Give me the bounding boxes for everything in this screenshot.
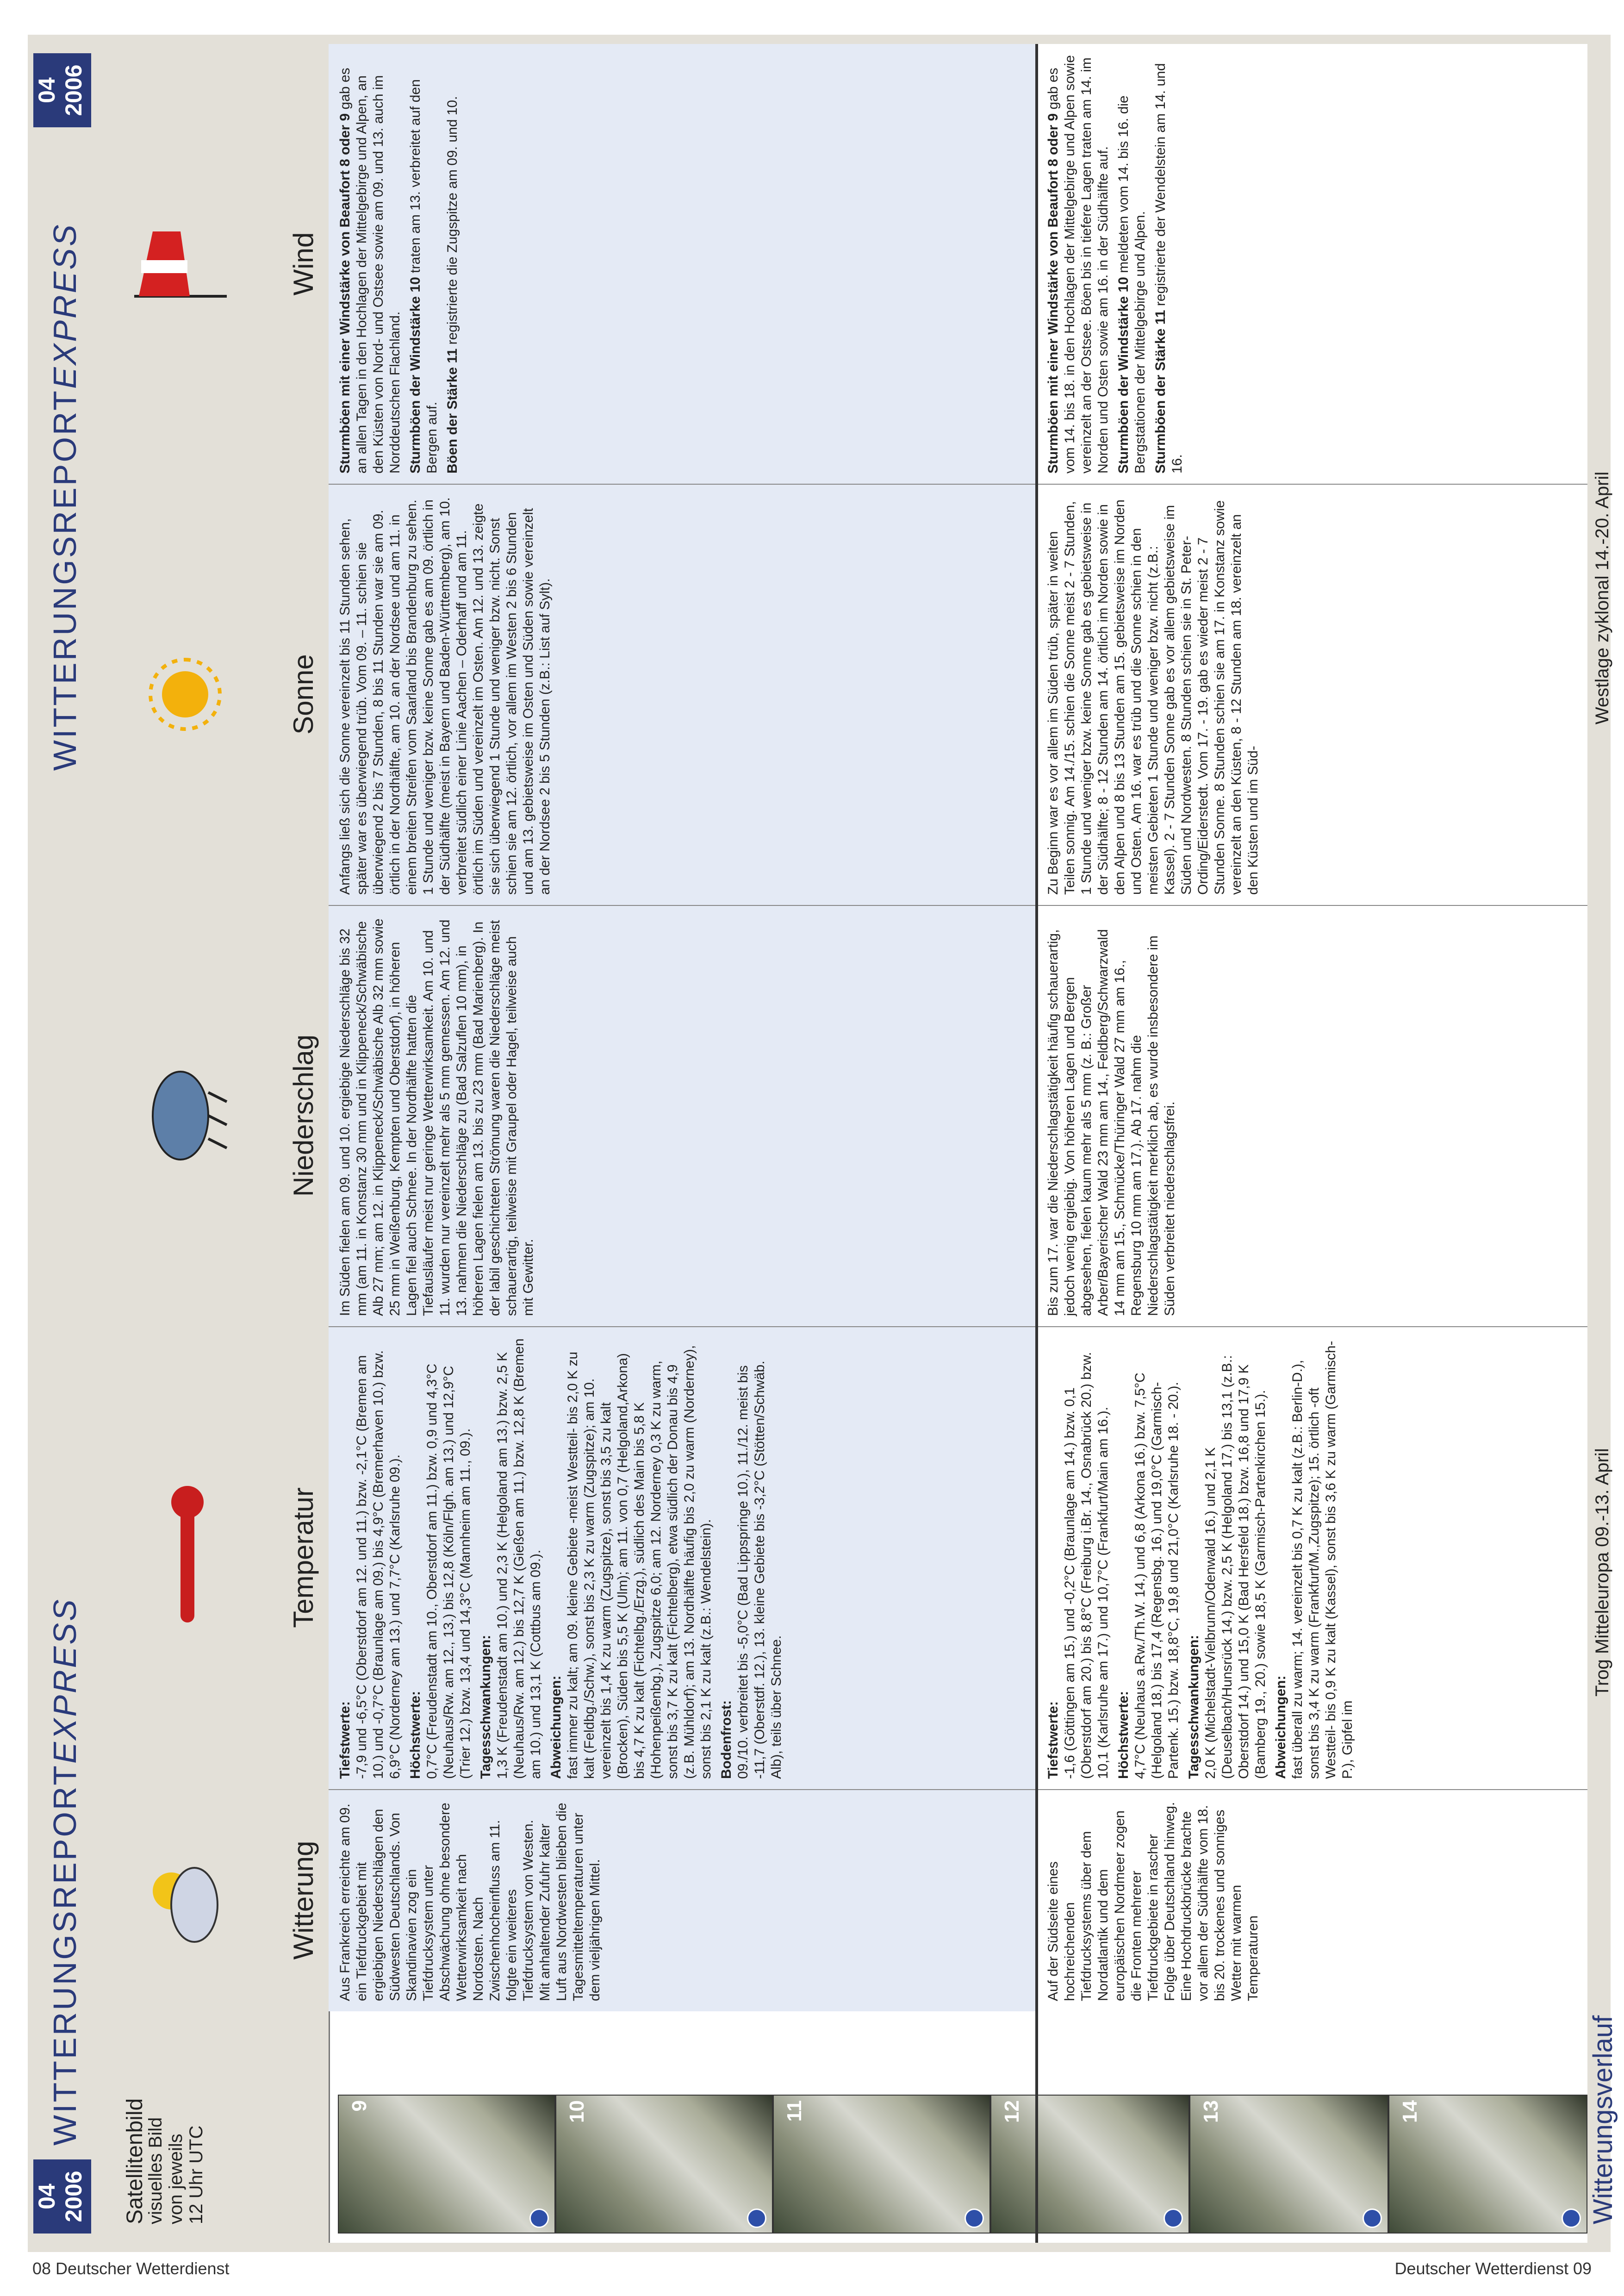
header-temperatur — [97, 1325, 330, 1789]
p1-wind3: registrierte die Zugspitze am 09. und 10. — [445, 96, 460, 345]
page — [28, 35, 1618, 2252]
dwd-logo-icon — [1562, 2209, 1581, 2228]
header-witterung-label: Witterung — [288, 1841, 319, 1960]
p1-temperatur — [329, 1326, 1037, 1789]
p2-wind2-bold: Sturmböen der Windstärke 10 — [1116, 277, 1131, 474]
dwd-logo-icon — [964, 2209, 984, 2228]
sat-title: Satellitenbild — [123, 2098, 147, 2224]
issue-badge-right — [33, 53, 91, 127]
p1-hoch: 0,7°C (Freudenstadt am 10., Oberstdorf am 11.) bzw. 0,9 und 4,3°C (Neuhaus/Rw. am 12., 13.) bis 12,8 (Köln/Flgh. am 13.) und 12,9°C (Trier 12.) bzw. 13,4 und 14,3°C (Mannheim am 11., 09.). — [424, 1363, 473, 1779]
title-bar — [28, 35, 97, 2252]
header-satellite — [97, 2010, 330, 2243]
p1-wind2: traten am 13. verbreitet auf den Bergen auf. — [408, 79, 440, 474]
p2-hoch-heading: Höchstwerte: — [1116, 1691, 1131, 1779]
header-niederschlag — [97, 904, 330, 1326]
dwd-logo-icon — [747, 2209, 766, 2228]
sat-day: 9 — [348, 2100, 371, 2112]
p2-wind1: gab es vom 14. bis 18. in den Hochlagen der Mittelgebirge und Alpen sowie vereinzelt an der Ostsee. Böen bis in tiefere Lagen traten am 14. im Norden und Osten sowie am 16. in der Südhälfte auf. — [1045, 55, 1111, 474]
dwd-logo-icon — [529, 2209, 549, 2228]
satellite-image — [555, 2095, 773, 2234]
cloud-sun-icon — [139, 1854, 231, 1947]
p2-abw-heading: Abweichungen: — [1273, 1675, 1288, 1779]
issue-number-right: 04 — [34, 77, 60, 103]
satellite-image — [990, 2095, 1189, 2234]
sat-day: 11 — [783, 2100, 806, 2122]
p1-abw: fast immer zu kalt; am 09. kleine Gebiete -meist Westteil- bis 2,0 K zu kalt (Feldbg./Schw.), sonst bis 2,3 K zu warm (Zugspitze); am 10. vereinzelt bis 1,4 K zu warm (Zugspitze), sonst bis 3,5 zu kalt (Brocken), Süden bis 5,5 K (Ulm); am 11. von 0,7 (Helgoland,Arkona) bis 4,7 K zu kalt (Fichtelbg./Erzg.), südlich des Main bis 5,8 K (Hohenpeißenbg.), Zugspitze 6,0; am 12. Norderney 0,3 K zu warm, sonst bis 3,7 K zu kalt (Fichtelberg), etwa südlich der Donau bis 4,9 (z.B. Mühldorf); am 13. Nordhälfte häufig bis 2,0 zu warm (Norderney), sonst bis 2,1 K zu kalt (z.B.: Wendelstein). — [565, 1345, 714, 1779]
thermometer-icon — [162, 1484, 218, 1632]
header-temperatur-label: Temperatur — [288, 1487, 319, 1628]
p1-abw-heading: Abweichungen: — [548, 1675, 564, 1779]
sat-day: 14 — [1399, 2100, 1421, 2123]
weather-table — [97, 44, 1587, 2243]
p2-wind1-bold: Sturmböen mit einer Windstärke von Beaufort 8 oder 9 — [1045, 113, 1061, 474]
p2-temperatur — [1037, 1326, 1587, 1789]
sun-icon — [139, 648, 231, 741]
dwd-logo-icon — [1164, 2209, 1183, 2228]
issue-year: 2006 — [61, 2171, 87, 2222]
p2-abw: fast überall zu warm; 14. vereinzelt bis 0,7 K zu kalt (z.B.: Berlin-D.), sonst bis 3,4 K zu warm (Frankfurt/M.,Zugspitze); 15. örtlich -oft Westteil- bis 0,9 K zu kalt (Kassel), sonst bis 3,6 K zu warm (Garmisch-P.), Gipfel im — [1290, 1341, 1355, 1779]
header-sonne-label: Sonne — [288, 654, 319, 735]
header-niederschlag-label: Niederschlag — [288, 1034, 319, 1197]
p1-tief-heading: Tiefstwerte: — [337, 1701, 353, 1779]
windsock-icon — [130, 218, 231, 310]
p1-wind — [329, 44, 1037, 484]
p1-wind1-bold: Sturmböen mit einer Windstärke von Beaufort 8 oder 9 — [337, 113, 353, 474]
satellite-image — [1388, 2095, 1587, 2234]
p1-tief: -7,9 und -6,5°C (Oberstdorf am 12. und 11.) bzw. -2,1°C (Bremen am 10.) und -0,7°C (Braunlage am 09.) bis 4,9°C (Bremerhaven 10.) bzw. 6,9°C (Norderney am 13.) und 7,7°C (Karlsruhe 09.). — [354, 1350, 403, 1779]
p1-schw: 1,3 K (Freudenstadt am 10.) und 2,3 K (Helgoland am 13.) bzw. 2,5 K (Neuhaus/Rw. am 12.) bis 12,7 K (Gießen am 11.) bzw. 12,8 K (Bremen am 10.) und 13,1 K (Cottbus am 09.). — [495, 1338, 543, 1779]
p1-hoch-heading: Höchstwerte: — [408, 1691, 423, 1779]
p2-sonne-text: Zu Beginn war es vor allem im Süden trüb, später in weiten Teilen sonnig. Am 14./15. schien die Sonne meist 2 - 7 Stunden, 1 Stunde und weniger bzw. keine Sonne gab es gebietsweise in der Südhälfte; 8 - 12 Stunden am 14. örtlich im Norden sowie in den Alpen und 8 bis 13 Stunden am 15. gebietsweise im Norden und Osten. Am 16. war es trüb und die Sonne schien in den meisten Gebieten 1 Stunde und weniger bzw. nicht (z.B.: Kassel). 2 - 7 Stunden Sonne gab es vor allem gebietsweise im Süden und Nordwesten. 8 Stunden schien sie in St. Peter-Ording/Eiderstedt. Vom 17. - 19. gab es wieder meist 2 - 7 Stunden Sonne. 8 Stunden schien sie am 17. in Konstanz sowie vereinzelt an den Küsten, 8 - 12 Stunden am 18. vereinzelt an den Küsten und im Süd- — [1037, 484, 1587, 905]
report-title-normal: WITTERUNGSREPORT — [47, 1764, 83, 2146]
report-title-normal-right: WITTERUNGSREPORT — [47, 389, 83, 771]
report-title-left — [46, 1597, 83, 2146]
p1-niederschlag-text: Im Süden fielen am 09. und 10. ergiebige Niederschläge bis 32 mm (am 11. in Konstanz 30 mm und in Klippeneck/Schwäbische Alb 27 mm; am 12. in Klippeneck/Schwäbische Alb 32 mm sowie 25 mm in Weißenburg, Kempten und Oberstdorf), in höheren Lagen fiel auch Schnee. In der Nordhälfte hatten die Tiefausläufer meist nur geringe Wetterwirksamkeit. Am 10. und 11. wurden nur vereinzelt mehr als 5 mm gemessen. Am 12. und 13. nahmen die Niederschläge zu (Bad Salzuflen 10 mm), in höheren Lagen fielen am 13. bis zu 23 mm (Bad Marienberg). In der labil geschichteten Strömung waren die Niederschläge meist schauerartig, teilweise mit Graupel oder Hagel, teilweise auch mit Gewitter. — [329, 905, 1037, 1326]
header-wind-label: Wind — [288, 232, 319, 296]
sat-day: 12 — [1001, 2100, 1023, 2123]
satellite-image — [1189, 2095, 1388, 2234]
header-satellite-label — [125, 1993, 206, 2243]
rotated-spread — [28, 35, 1618, 2252]
footer-right: Deutscher Wetterdienst 09 — [1394, 2259, 1592, 2278]
period2-label: Westlage zyklonal 14.-20. April — [1592, 471, 1612, 724]
header-wind — [97, 44, 330, 484]
p2-hoch: 4,7°C (Neuhaus a.Rw./Th.W. 14.) und 6,8 (Arkona 16.) bzw. 7,5°C (Helgoland 18.) bis 17,4 (Regensbg. 16.) und 19,0°C (Garmisch-Partenk. 15.) bzw. 18,8°C, 19,8 und 21,0°C (Karlsruhe 18. - 20.). — [1132, 1373, 1181, 1779]
sat-day: 10 — [566, 2100, 588, 2123]
p2-schw: 2,0 K (Michelstadt-Vielbrunn/Odenwald 16.) und 2,1 K (Deuselbach/Hunsrück 14.) bzw. 2,5 K (Helgoland 17.) bis 13,1 (z.B.: Oberstdorf 14.) und 15,0 K (Bad Hersfeld 18.) bzw. 16,8 und 17,9 K (Bamberg 19., 20.) sowie 18,5 K (Garmisch-Partenkirchen 15.). — [1203, 1355, 1268, 1779]
issue-year-right: 2006 — [61, 64, 87, 116]
sat-day: 13 — [1200, 2100, 1222, 2123]
p1-boden: 09./10. verbreitet bis -5,0°C (Bad Lippspringe 10.), 11./12. meist bis -11,7 (Oberstdf. 12.), 13. kleine Gebiete bis -3,2°C (Stötten/Schwäb. Alb), teils über Schnee. — [735, 1360, 784, 1779]
section-title: Witterungsverlauf — [1588, 2015, 1618, 2224]
p1-sonne-text: Anfangs ließ sich die Sonne vereinzelt bis 11 Stunden sehen, später war es überwiegend trüb. Vom 09. – 11. schien sie überwiegend 2 bis 7 Stunden, 8 bis 11 Stunden war sie am 09. örtlich in der Nordhälfte, am 10. an der Nordsee und am 11. in einem breiten Streifen vom Saarland bis Brandenburg zu sehen. 1 Stunde und weniger bzw. keine Sonne gab es am 09. örtlich in der Südhälfte (meist in Bayern und Baden-Württemberg), am 10. verbreitet südlich einer Linie Aachen – Oderhaff und am 11. örtlich im Süden und vereinzelt im Osten. Am 12. und 13. zeigte sie sich überwiegend 1 Stunde und weniger bzw. nicht. Sonst schien sie am 12. örtlich, vor allem im Westen 2 bis 6 Stunden und am 13. gebietsweise im Osten und Süden sowie vereinzelt an der Nordsee 2 bis 5 Stunden (z.B.: List auf Sylt). — [329, 484, 1037, 905]
dwd-logo-icon — [1363, 2209, 1382, 2228]
p2-witterung-text: Auf der Südseite eines hochreichenden Tiefdrucksystems über dem Nordatlantik und dem europäischen Nordmeer zogen die Fronten mehrerer Tiefdruckgebiete in rascher Folge über Deutschland hinweg. Eine Hochdruckbrücke brachte vor allem der Südhälfte vom 18. bis 20. trockenes und sonniges Wetter mit warmen Temperaturen — [1037, 1789, 1587, 2011]
footer-left: 08 Deutscher Wetterdienst — [32, 2259, 230, 2278]
rain-cloud-icon — [139, 1065, 231, 1167]
p2-schw-heading: Tagesschwankungen: — [1186, 1635, 1201, 1779]
p1-schw-heading: Tagesschwankungen: — [478, 1635, 493, 1779]
sat-subtitle: visuelles Bild von jeweils 12 Uhr UTC — [145, 2117, 206, 2224]
report-title-right — [46, 223, 83, 771]
satellite-image — [338, 2095, 555, 2234]
header-witterung — [97, 1788, 330, 2011]
p2-wind3-bold: Sturmböen der Stärke 11 — [1153, 310, 1168, 474]
p2-wind — [1037, 44, 1587, 484]
p1-wind1: gab es an allen Tagen in den Hochlagen der Mittelgebirge und Alpen, an den Küsten von Nord- und Ostsee sowie am 09. und 13. auch im Norddeutschen Flachland. — [337, 68, 403, 474]
p1-wind3-bold: Böen der Stärke 11 — [445, 348, 460, 474]
period-divider — [1035, 44, 1038, 2243]
p1-boden-heading: Bodenfrost: — [719, 1700, 734, 1779]
p1-witterung-text: Aus Frankreich erreichte am 09. ein Tiefdruckgebiet mit ergiebigen Niederschlägen den Südwesten Deutschlands. Von Skandinavien zog ein Tiefdrucksystem unter Abschwächung ohne besondere Wetterwirksamkeit nach Nordosten. Nach Zwischenhocheinfluss am 11. folgte ein weiteres Tiefdrucksystem von Westen. Mit anhaltender Zufuhr kalter Luft aus Nordwesten blieben die Tagesmitteltemperaturen unter dem vieljährigen Mittel. — [329, 1789, 1037, 2011]
report-title-italic: EXPRESS — [47, 1597, 83, 1764]
header-sonne — [97, 483, 330, 905]
p1-wind2-bold: Sturmböen der Windstärke 10 — [408, 277, 423, 474]
p2-niederschlag-text: Bis zum 17. war die Niederschlagstätigkeit häufig schauerartig, jedoch wenig ergiebig. Von höheren Lagen und Bergen abgesehen, fielen kaum mehr als 5 mm (z. B.: Großer Arber/Bayerischer Wald 23 mm am 14., Feldberg/Schwarzwald 14 mm am 15., Schmücke/Thüringer Wald 27 mm am 16., Regensburg 10 mm am 17.). Ab 17. nahm die Niederschlagstätigkeit merklich ab, es wurde insbesondere im Süden verbreitet niederschlagsfrei. — [1037, 905, 1587, 1326]
issue-number: 04 — [34, 2184, 60, 2209]
p2-tief-heading: Tiefstwerte: — [1045, 1701, 1061, 1779]
period1-label: Trog Mitteleuropa 09.-13. April — [1592, 1448, 1612, 1697]
p2-wind3: registrierte der Wendelstein am 14. und 16. — [1153, 63, 1185, 474]
p2-tief: -1,6 (Göttingen am 15.) und -0,2°C (Braunlage am 14.) bzw. 0,1 (Oberstdorf am 20.) bis 8,8°C (Freiburg i.Br. 14., Osnabrück 20.) bzw. 10,1 (Karlsruhe am 17.) und 10,7°C (Frankfurt/Main am 16.). — [1062, 1352, 1111, 1779]
p2-wind2: meldeten vom 14. bis 16. die Bergstationen der Mittelgebirge und Alpen. — [1116, 95, 1148, 474]
issue-badge — [33, 2159, 91, 2234]
satellite-image — [773, 2095, 990, 2234]
report-title-italic-right: EXPRESS — [47, 223, 83, 389]
